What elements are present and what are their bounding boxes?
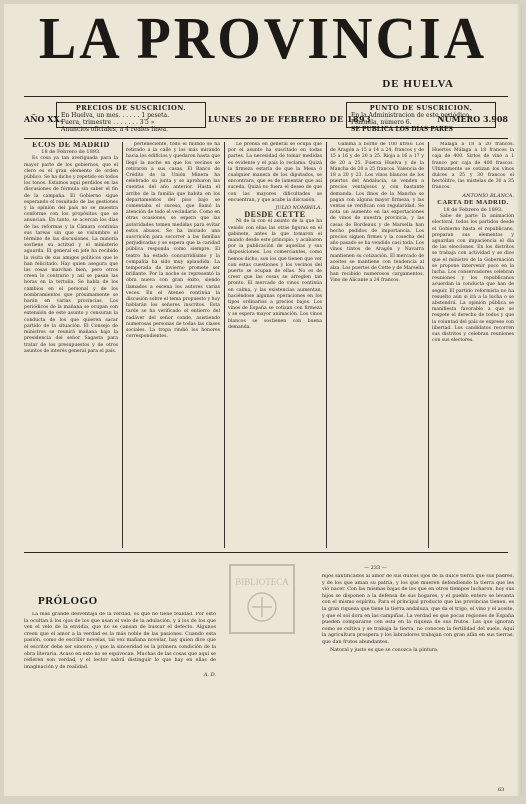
library-stamp-watermark: [212, 559, 312, 639]
subscription-point-line: En la Administracion de este periódico,: [351, 112, 471, 119]
price-line: Anuncios oficiales, a 4 reales linea.: [61, 126, 169, 133]
desde-cette-heading: DESDE CETTE: [244, 210, 306, 220]
issue-year: AÑO XX.: [24, 114, 63, 124]
column-text: Gamma a bordo de 100 litros: Los de Aragón a 15 a 14 a 24, francos y de 15 a 16 y de 20 a 25. Rioja a 16 a 17 y de 20 a 25. Fuerza Huelva y de la Mancha de 20 a 25 francos. Valencia de 18 a 20 y 23. Los vinos blancos de los puertos del Andalucia, se venden a precios ventajosos y con bastante demanda. Los finos de la Mancha se pagan con alguna mayor firmeza, y las ventas se verifican con regularidad. Se nota un aumento en las exportaciones de vinos de nuestra provincia, y las casas de Bordeaux y de Marsella han hecho pedidos de importancia. Los precios siguen firmes y la cosecha del año pasado se ha vendido casi toda. Los vinos tintos de Aragón y Navarra mantienen su cotización. El mercado de aceites se mantiene con tendencia al alza. Los puertos de Cette y de Marsella han recibido numerosos cargamentos. Vino de Alicante a 24 francos.: [330, 142, 424, 284]
column-text: Sabe de parte la animación electoral, todos los partidos desde el Gobierno hasta el republicano, preparan sus elementos y aguardan con impaciencia el día de las elecciones. En los distritos se trabaja con actividad y se dice que el ministro de la Gobernación se propone intervenir poco en la lucha. Los conservadores celebran reuniones y los republicanos acuerdan la conducta que han de seguir. El partido reformista no ha resuelto aún si irá a la lucha o se abstendrá. La opinión pública se manifiesta favorable a que se respete el derecho de todos y que la voluntad del país se exprese con libertad. Los candidatos recorren sus distritos y celebran reuniones con sus electores.: [432, 214, 514, 344]
carta-de-madrid-heading: CARTA DE MADRID.: [437, 198, 509, 206]
price-line: En Huelva, un mes. . . . . . 1 peseta.: [61, 112, 169, 119]
newspaper-page: [4, 4, 522, 796]
column-text: Ni de la con el asunto de la que ha venido con ellas las otras figuras en el gabinete, antes la que tomaron el mando desde este principio, y acabaron por la publicación de aquellas y sus disposiciones. Los comerciantes, como hemos dicho, son los que tienen que ver con estas cuestiones y los vecinos del puerto se ocupan de ellas. No es de creer que las cosas se arreglen tan pronto. El mercado de vinos continúa en calma, y las existencias aumentan, haciéndose algunas operaciones en los tipos ordinarios a precios bajos. Los vinos de España se cotizan con firmeza y se espera mayor animación. Los vinos blancos se sostienen con buena demanda.: [228, 219, 322, 330]
author-byline: JULIO NOMBELA.: [275, 205, 322, 212]
svg-text:BIBLIOTECA: BIBLIOTECA: [235, 577, 289, 587]
column-3: [228, 142, 322, 548]
serial-closing-line: Natural y justo es que se conozca la pintura.: [330, 647, 439, 653]
folio-number: — 233 —: [364, 565, 387, 571]
column-text: Málaga a 18 a 20 francos. Huertos Málaga a 18 francos la caja de 400. Sirtos de vino a 1 franco por caja de 400 frascos. Ultimamente se cotizan los vinos dulces a 25 y 30 francos el hectólitro, las mistelas de 30 a 35 francos.: [432, 142, 514, 191]
prologo-text: La más grande desventaja de la verdad, es que no tiene fealdad. Por esto la ocultan á los ojos de los que usan el velo de la adulación, y á los de los que ven el velo de la envidia, que no se cansan de buscar el defecto. Algunos creen que el amor a la verdad es la más noble de las pasiones. Cuando esta pasión, como de escribir novelas, tal vez mañana novelar, hay quien dice que el escritor debe ser sincero, y que la sinceridad es la primera condición de la obra literaria. Acaso en esto no se equivocan. Muchas de las cosas que aquí se refieren son verdad, y el lector sabrá distinguir lo que hay en ellas de imaginación y de realidad.: [24, 612, 216, 670]
page-number: 63: [498, 787, 505, 793]
prologo-heading: PRÓLOGO: [38, 595, 98, 607]
info-bar: [24, 102, 508, 138]
column-2: [126, 142, 220, 548]
newspaper-title: LA PROVINCIA: [38, 6, 488, 72]
price-line: Fuera, trimestre . . . . . . . 3′5 »: [61, 119, 155, 126]
serial-text: hijos santificados al amor de sus dulces ojos de la dulce tierra que sus padres, y de los que aman su patria, y los que mueren defendiendo la tierra que les vió nacer. Con las mismas bajas de los que en otros tiempos lucharon, hoy sus hijos se disponen a la defensa de sus hogares, y el pueblo entero se levanta con el mismo espíritu. Para el principal producto que las provincias tienen, es la gran riqueza que tiene la tierra andaluza, que da el trigo, el vino y el aceite, y que el sol dora en las campiñas. La verdad es que pocas regiones de España pueden compararse con esta en la riqueza de sus frutos. Los que ignoran como se cultiva y se trabaja la tierra, no conocen la fertilidad del suelo. Aquí la agricultura prospera y los labradores trabajan con gran afán en sus tierras, que dan frutos abundantes.: [322, 574, 514, 645]
column-text: Es cosa ya tan averiguada para la mayor parte de los gobiernos, que el clero es el gran elemento de orden público. Se ha dicho y repetido en todos los tonos. Estamos aquí perdidos en las discusiones de fórmula sin saber el fin de la campaña. El Gobierno sigue esperando el resultado de las gestiones y la opinión del país no se muestra conforme con los propósitos que se anuncian. En tanto, se acercan los días de las reformas y la Cámara continúa sus tareas sin que se vislumbre el término de las discusiones. La minoría sostiene su actitud y el ministerio aguarda. El general en jefe ha recibido la visita de sus amigos políticos que le han felicitado. Hay quien asegura que las cosas marchan bien, pero otros creen lo contrario y así se pasan las horas en la tertulia. Se habla de los cambios en el personal y de los nombramientos que próximamente se harán en varias provincias. Los periódicos de la mañana se ocupan con extensión de este asunto y censuran la conducta de los que quieren sacar partido de la situación. El Consejo de ministros se reunirá mañana bajo la presidencia del señor Sagasta para tratar de los presupuestos y de otros asuntos de interés general para el país.: [24, 156, 118, 354]
column-text: Le prensa en general se ocupa que por el asunto ha suscitado en todas partes. La necesidad de tomar medidas es evidente y el país lo reclama. Quizá la firmeza estaría de que la Mesa ó cualquier manera de los diputados, se encontrara, que es de lamentar que así suceda. Quizá no fuera el deseo de que con las mayores dificultades se encuentran, y que acabe la discusión.: [228, 142, 322, 203]
carta-date: 18 de Febrero de 1893.: [443, 207, 503, 214]
top-rule: [24, 96, 508, 97]
column-4: [330, 142, 424, 548]
serial-column: [322, 574, 514, 786]
ecos-date: 18 de Febrero de 1893.: [41, 149, 101, 156]
stamp-graphic: [212, 559, 312, 639]
issue-date: LUNES 20 DE FEBRERO DE 1893: [208, 114, 372, 124]
column-divider: [428, 142, 429, 548]
prologo-signature: A. D.: [203, 672, 216, 679]
page-edge-shadow: [516, 4, 522, 796]
newspaper-subtitle: DE HUELVA: [382, 78, 454, 90]
subscription-prices-heading: PRECIOS DE SUSCRICION.: [75, 104, 187, 112]
masthead: [4, 6, 522, 72]
prologo-column: [24, 612, 216, 788]
author-byline: ANTONIO BLANCA.: [462, 192, 514, 199]
section-rule: [24, 552, 508, 553]
subscription-point-heading: PUNTO DE SUSCRICION.: [369, 104, 473, 112]
subscription-prices-box: [56, 102, 206, 133]
column-1: [24, 142, 118, 548]
issue-number: NÚMERO 3.908: [437, 114, 508, 124]
column-divider: [122, 142, 123, 548]
column-5: [432, 142, 514, 548]
publication-days: SE PUBLICA LOS DIAS PARES: [351, 126, 453, 133]
ecos-de-madrid-heading: ECOS DE MADRID: [32, 142, 110, 149]
column-divider: [224, 142, 225, 548]
column-divider: [326, 142, 327, 548]
info-rule: [24, 138, 508, 139]
column-text: perteneciente, todo el mundo se ha retirado a la calle y los más mirando hacia los edificios y quedaron hasta que llegó la noche en que los vecinos se retiraron a sus casas. El Banco de Crédito de la Unión Minera ha celebrado su junta y se aprobaron las cuentas del año anterior. Hasta el arribo de la familia que habita en los departamentos del piso bajo se comentaba el suceso, que llamó la atención de todo el vecindario. Como en otras ocasiones, se espera que las autoridades tomen medidas para evitar estos abusos. Se ha iniciado una suscrición para socorrer a las familias perjudicadas y se espera que la caridad pública responda como siempre. El teatro ha estado concurridísimo y la compañía ha sido muy aplaudida. La temporada de invierno promete ser brillante. Por la noche se representó la obra nueva con gran éxito, siendo llamados a escena los autores varias veces. En el Ateneo continúa la discusión sobre el tema propuesto y hoy hablarán los señores inscritos. Esta tarde se ha verificado el entierro del cadáver del señor conde, asistiendo numerosas personas de todas las clases sociales. La tropa rindió los honores correspondientes.: [126, 142, 220, 340]
subscription-point-line: Plazuela, número 6.: [351, 119, 412, 126]
